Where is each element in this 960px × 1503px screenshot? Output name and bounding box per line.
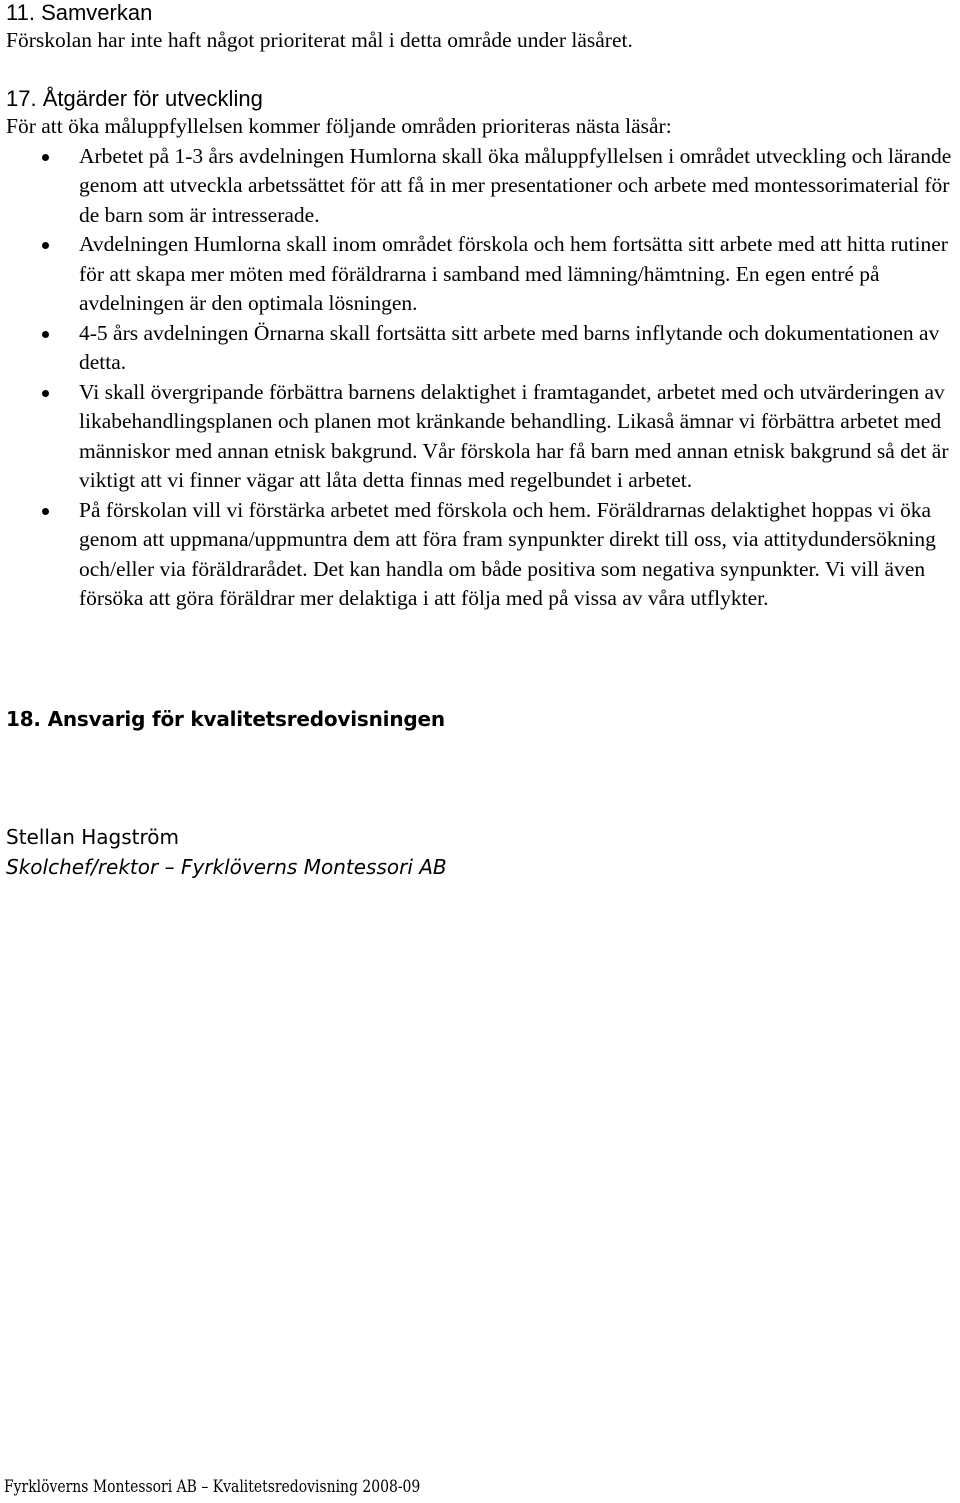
section-paragraph: Förskolan har inte haft något prioriterat mål i detta område under läsåret. [6, 28, 633, 52]
bullet-icon [42, 508, 49, 515]
list-item [6, 496, 956, 614]
bullet-icon [42, 390, 49, 397]
bullet-list [6, 142, 956, 614]
signature-title: Skolchef/rektor – Fyrklöverns Montessori AB [6, 855, 447, 879]
signature-name: Stellan Hagström [6, 825, 179, 849]
section-intro: För att öka måluppfyllelsen kommer följande områden prioriteras nästa läsår: [6, 114, 672, 138]
list-item-text: På förskolan vill vi förstärka arbetet med förskola och hem. Föräldrarnas delaktighet hoppas vi öka genom att uppmana/uppmuntra dem att föra fram synpunkter direkt till oss, via attitydundersökning och/eller via föräldrarådet. Det kan handla om både positiva som negativa synpunkter. Vi vill även försöka att göra föräldrar mer delaktiga i att följa med på vissa av våra utflykter. [79, 497, 936, 610]
list-item [6, 319, 956, 378]
section-11 [6, 0, 956, 56]
bullet-icon [42, 154, 49, 161]
list-item-text: Vi skall övergripande förbättra barnens delaktighet i framtagandet, arbetet med och utvärderingen av likabehandlingsplanen och planen mot kränkande behandling. Likaså ämnar vi förbättra arbetet med människor med annan etnisk bakgrund. Vår förskola har få barn med annan etnisk bakgrund så det är viktigt att vi finner vägar att låta detta finnas med regelbundet i arbetet. [79, 379, 949, 492]
list-item-text: Arbetet på 1-3 års avdelningen Humlorna skall öka måluppfyllelsen i området utveckling och lärande genom att utveckla arbetssättet för att få in mer presentationer och arbete med montessorimaterial för de barn som är intresserade. [79, 143, 952, 227]
list-item-text: 4-5 års avdelningen Örnarna skall fortsätta sitt arbete med barns inflytande och dokumentationen av detta. [79, 320, 940, 374]
section-18 [6, 704, 956, 734]
section-heading: 11. Samverkan [6, 0, 153, 25]
list-item [6, 230, 956, 319]
list-item [6, 142, 956, 231]
section-17 [6, 86, 956, 614]
section-heading: 18. Ansvarig för kvalitetsredovisningen [6, 707, 445, 731]
list-item-text: Avdelningen Humlorna skall inom området förskola och hem fortsätta sitt arbete med att hitta rutiner för att skapa mer möten med föräldrarna i samband med lämning/hämtning. En egen entré på avdelningen är den optimala lösningen. [79, 232, 948, 315]
signature-block [6, 822, 956, 882]
page-footer: Fyrklöverns Montessori AB – Kvalitetsredovisning 2008-09 [4, 1477, 421, 1497]
section-heading: 17. Åtgärder för utveckling [6, 86, 263, 111]
bullet-icon [42, 331, 49, 338]
bullet-icon [42, 242, 49, 249]
list-item [6, 378, 956, 496]
